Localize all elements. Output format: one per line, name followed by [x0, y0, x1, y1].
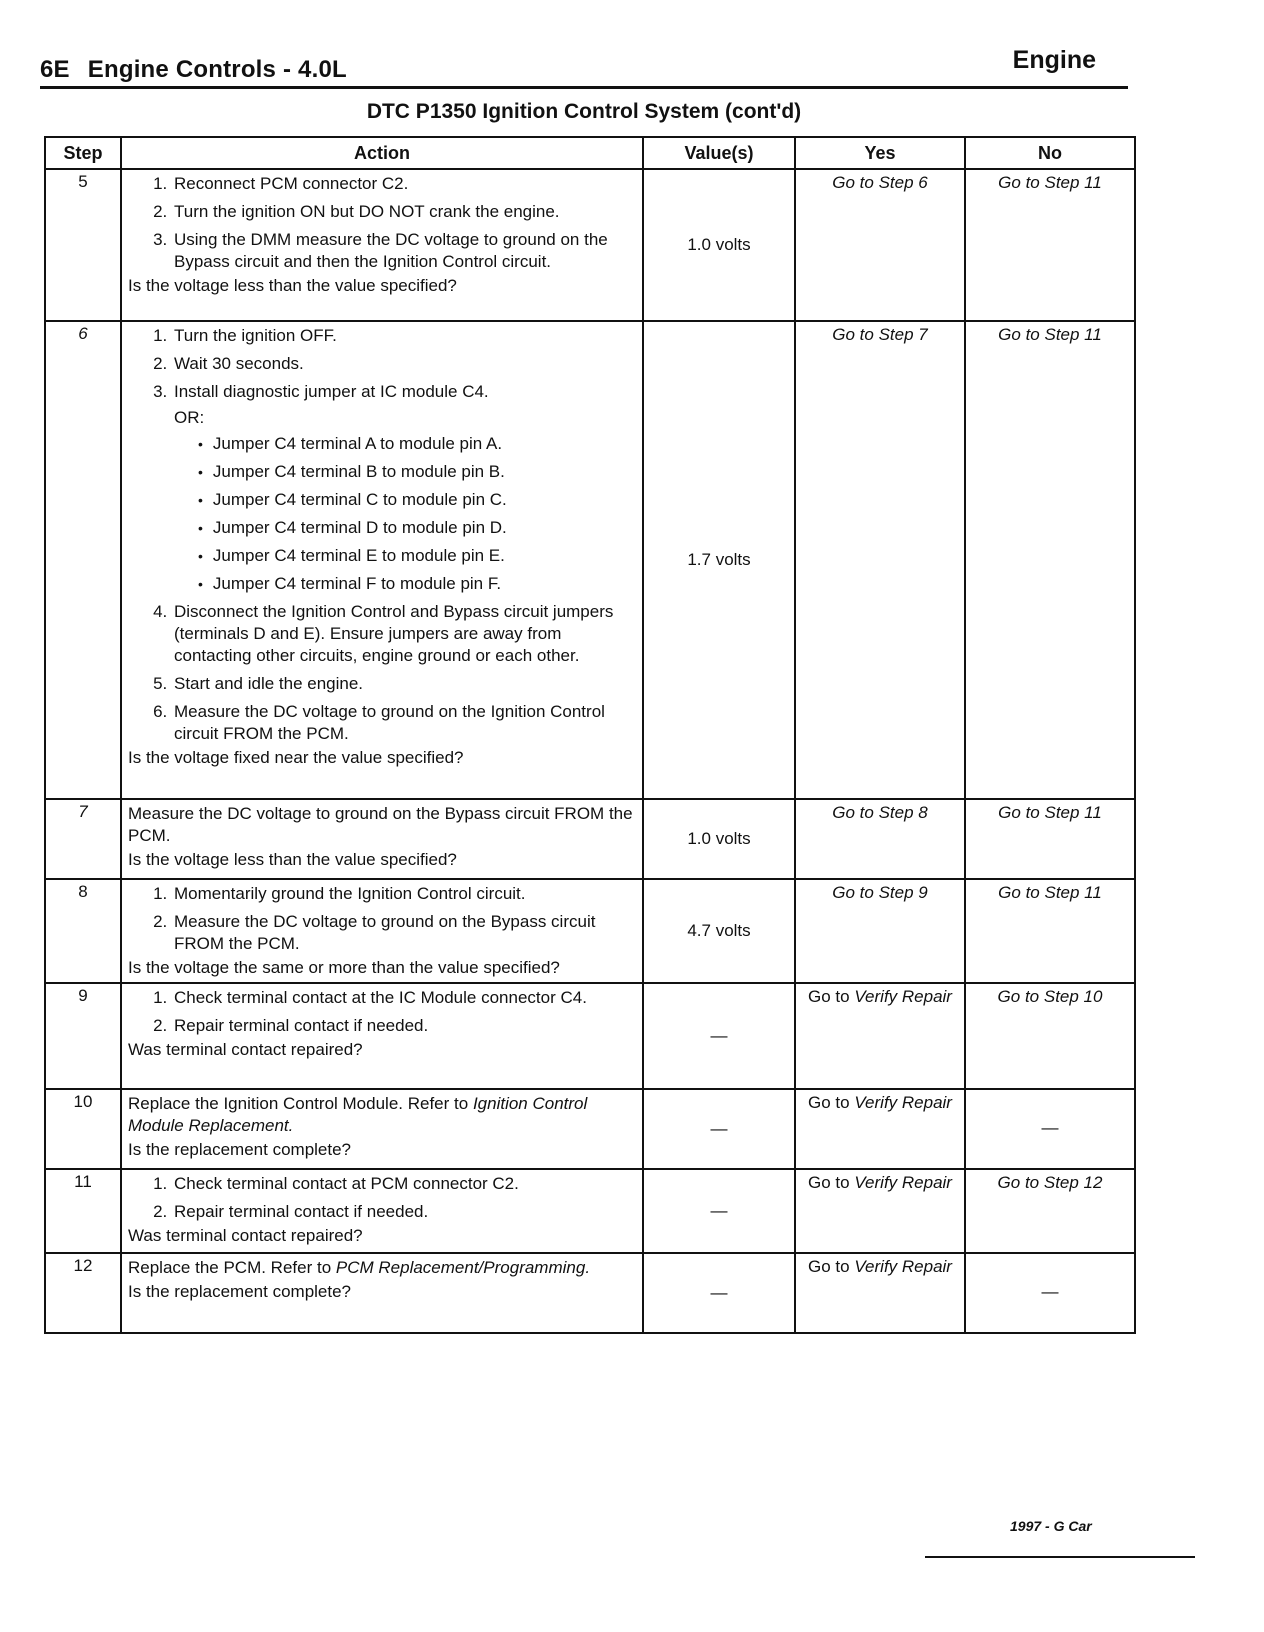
- jumper-item: • Jumper C4 terminal F to module pin F.: [198, 573, 636, 595]
- section-category: Engine: [1012, 46, 1096, 74]
- action-text: [128, 1257, 636, 1279]
- action-text: [128, 1093, 636, 1137]
- no-outcome: —: [965, 1253, 1135, 1333]
- or-label: OR:: [174, 408, 205, 427]
- step-number: 10: [45, 1089, 121, 1169]
- no-outcome: Go to Step 10: [965, 983, 1135, 1089]
- step-question: Is the voltage less than the value specified?: [128, 276, 457, 295]
- action-step: 2. Repair terminal contact if needed.: [172, 1015, 636, 1037]
- step-question: Was terminal contact repaired?: [128, 1040, 363, 1059]
- table-row: [45, 1253, 1135, 1333]
- action-step: 1. Reconnect PCM connector C2.: [172, 173, 636, 195]
- table-row: [45, 799, 1135, 879]
- yes-outcome: Go to Step 8: [795, 799, 965, 879]
- action-cell: [121, 321, 643, 799]
- action-steps: [128, 883, 636, 955]
- action-text-prefix: Replace the PCM. Refer to: [128, 1258, 332, 1277]
- jumper-item: • Jumper C4 terminal E to module pin E.: [198, 545, 636, 567]
- action-cell: [121, 879, 643, 983]
- step-number: 9: [45, 983, 121, 1089]
- step-question: Is the voltage fixed near the value specified?: [128, 748, 464, 767]
- action-steps: [128, 325, 636, 745]
- step-number: 12: [45, 1253, 121, 1333]
- action-text: Measure the DC voltage to ground on the Bypass circuit FROM the PCM.: [128, 804, 633, 845]
- column-header-no: No: [965, 137, 1135, 169]
- value-cell: —: [643, 1253, 795, 1333]
- yes-prefix: Go to: [808, 1093, 850, 1112]
- table-row: [45, 879, 1135, 983]
- no-outcome: —: [965, 1089, 1135, 1169]
- value-cell: 1.0 volts: [643, 799, 795, 879]
- no-outcome: Go to Step 11: [965, 169, 1135, 321]
- action-step: 1. Momentarily ground the Ignition Control circuit.: [172, 883, 636, 905]
- footer-divider: [925, 1556, 1195, 1558]
- action-reference: PCM Replacement/Programming.: [335, 1258, 591, 1277]
- section-code: 6E: [40, 56, 70, 83]
- table-row: [45, 1089, 1135, 1169]
- jumper-item: • Jumper C4 terminal B to module pin B.: [198, 461, 636, 483]
- section-title: Engine Controls - 4.0L: [87, 56, 347, 83]
- yes-reference: Verify Repair: [854, 1093, 952, 1112]
- action-step: [172, 381, 636, 595]
- yes-reference: Verify Repair: [854, 1173, 952, 1192]
- jumper-item: • Jumper C4 terminal C to module pin C.: [198, 489, 636, 511]
- action-cell: [121, 1169, 643, 1253]
- yes-outcome: [795, 1253, 965, 1333]
- table-row: [45, 169, 1135, 321]
- action-steps: [128, 173, 636, 273]
- action-cell: [121, 169, 643, 321]
- value-cell: —: [643, 1169, 795, 1253]
- action-cell: [121, 799, 643, 879]
- header-divider: [40, 86, 1128, 89]
- no-outcome: Go to Step 11: [965, 879, 1135, 983]
- action-reference: Ignition Control Module Replacement.: [128, 1094, 588, 1135]
- action-cell: [121, 1089, 643, 1169]
- step-number: 6: [45, 321, 121, 799]
- action-cell: [121, 1253, 643, 1333]
- step-number: 7: [45, 799, 121, 879]
- section-heading: [40, 56, 347, 84]
- yes-outcome: Go to Step 6: [795, 169, 965, 321]
- no-outcome: Go to Step 11: [965, 321, 1135, 799]
- no-outcome: Go to Step 11: [965, 799, 1135, 879]
- step-number: 5: [45, 169, 121, 321]
- action-step: 6. Measure the DC voltage to ground on the Ignition Control circuit FROM the PCM.: [172, 701, 636, 745]
- step-question: Is the replacement complete?: [128, 1140, 352, 1159]
- yes-outcome: [795, 1089, 965, 1169]
- action-step: 5. Start and idle the engine.: [172, 673, 636, 695]
- yes-outcome: [795, 1169, 965, 1253]
- action-step: 4. Disconnect the Ignition Control and Bypass circuit jumpers (terminals D and E). Ensure jumpers are away from contacting other circuits, engine ground or each other.: [172, 601, 636, 667]
- step-question: Is the voltage the same or more than the value specified?: [128, 958, 560, 977]
- step-number: 8: [45, 879, 121, 983]
- yes-reference: Verify Repair: [854, 987, 952, 1006]
- table-header-row: [45, 137, 1135, 169]
- action-cell: [121, 983, 643, 1089]
- column-header-yes: Yes: [795, 137, 965, 169]
- column-header-step: Step: [45, 137, 121, 169]
- yes-outcome: Go to Step 7: [795, 321, 965, 799]
- step-number: 11: [45, 1169, 121, 1253]
- action-step: 2. Turn the ignition ON but DO NOT crank the engine.: [172, 201, 636, 223]
- action-step: 2. Measure the DC voltage to ground on the Bypass circuit FROM the PCM.: [172, 911, 636, 955]
- action-steps: [128, 987, 636, 1037]
- action-step: 2. Repair terminal contact if needed.: [172, 1201, 636, 1223]
- action-step: 1. Check terminal contact at PCM connector C2.: [172, 1173, 636, 1195]
- yes-reference: Verify Repair: [854, 1257, 952, 1276]
- action-step-text: Install diagnostic jumper at IC module C4.: [174, 382, 489, 401]
- table-title: DTC P1350 Ignition Control System (cont'd): [366, 100, 802, 123]
- action-step: 1. Check terminal contact at the IC Module connector C4.: [172, 987, 636, 1009]
- diagnostic-table: [44, 136, 1136, 1334]
- action-step: 1. Turn the ignition OFF.: [172, 325, 636, 347]
- yes-prefix: Go to: [808, 1173, 850, 1192]
- yes-outcome: Go to Step 9: [795, 879, 965, 983]
- value-cell: —: [643, 1089, 795, 1169]
- jumper-item: • Jumper C4 terminal A to module pin A.: [198, 433, 636, 455]
- yes-outcome: [795, 983, 965, 1089]
- column-header-action: Action: [121, 137, 643, 169]
- step-question: Is the replacement complete?: [128, 1282, 352, 1301]
- step-question: Is the voltage less than the value specified?: [128, 850, 457, 869]
- action-text-prefix: Replace the Ignition Control Module. Refer to: [128, 1094, 469, 1113]
- edition-footer: 1997 - G Car: [1010, 1518, 1092, 1534]
- yes-prefix: Go to: [808, 987, 850, 1006]
- no-outcome: Go to Step 12: [965, 1169, 1135, 1253]
- value-cell: 1.7 volts: [643, 321, 795, 799]
- action-step: 3. Using the DMM measure the DC voltage to ground on the Bypass circuit and then the Ignition Control circuit.: [172, 229, 636, 273]
- action-step: 2. Wait 30 seconds.: [172, 353, 636, 375]
- value-cell: —: [643, 983, 795, 1089]
- table-row: [45, 983, 1135, 1089]
- jumper-item: • Jumper C4 terminal D to module pin D.: [198, 517, 636, 539]
- table-row: [45, 321, 1135, 799]
- action-steps: [128, 1173, 636, 1223]
- jumper-list: [174, 433, 636, 595]
- value-cell: 1.0 volts: [643, 169, 795, 321]
- yes-prefix: Go to: [808, 1257, 850, 1276]
- step-question: Was terminal contact repaired?: [128, 1226, 363, 1245]
- table-row: [45, 1169, 1135, 1253]
- column-header-values: Value(s): [643, 137, 795, 169]
- value-cell: 4.7 volts: [643, 879, 795, 983]
